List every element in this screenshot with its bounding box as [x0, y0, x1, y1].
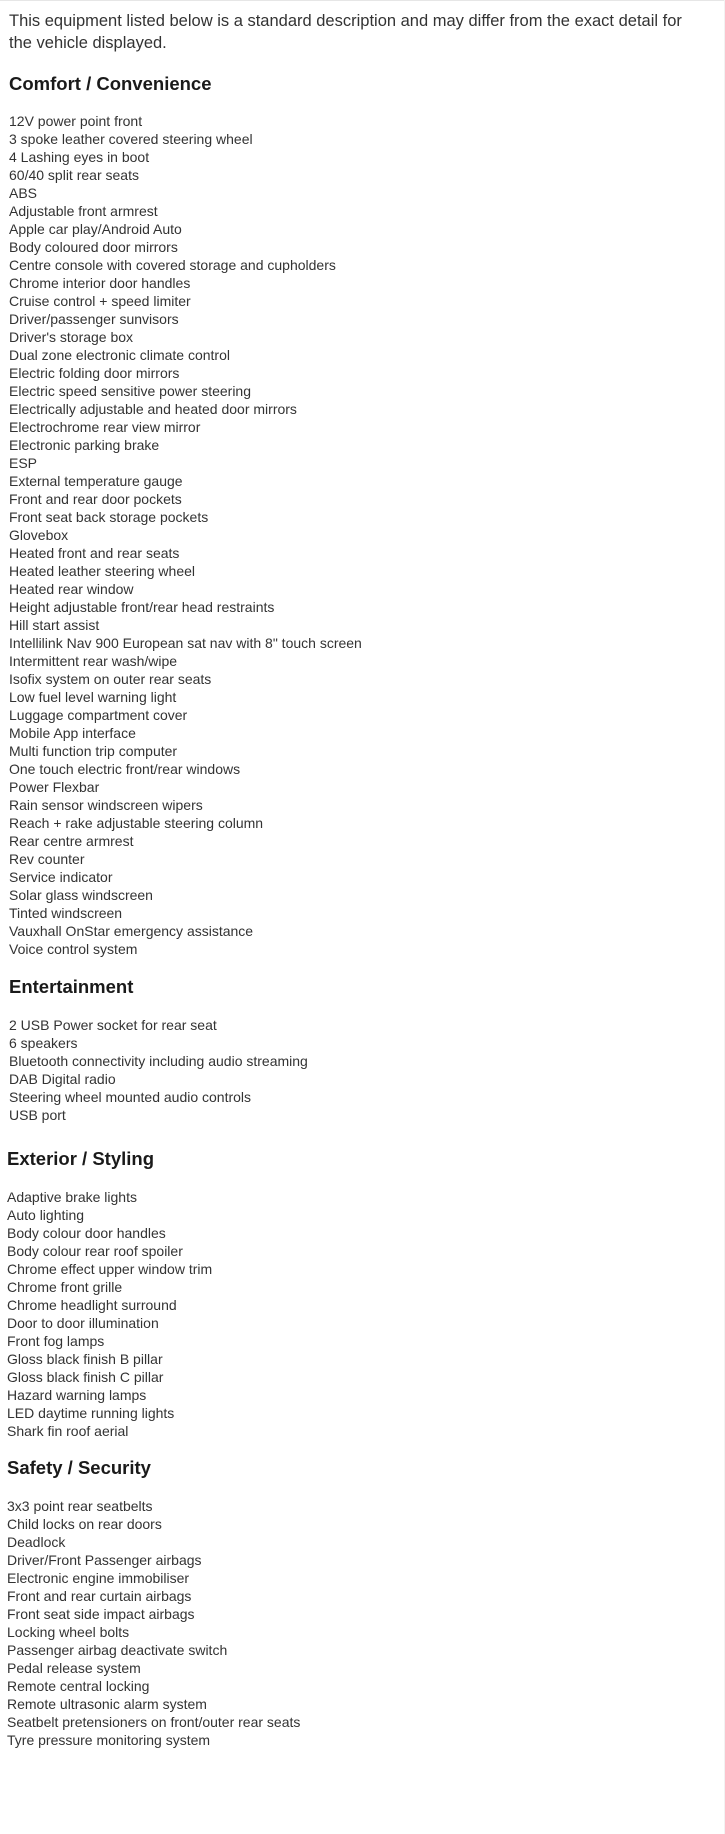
equipment-disclaimer: This equipment listed below is a standard description and may differ from the exact detail for the vehicle displayed. — [9, 12, 682, 52]
equipment-item: Heated leather steering wheel — [9, 563, 196, 579]
equipment-item: USB port — [9, 1107, 66, 1123]
equipment-item: Cruise control + speed limiter — [9, 293, 191, 309]
equipment-item: Adjustable front armrest — [9, 203, 158, 219]
equipment-item: Rain sensor windscreen wipers — [9, 797, 203, 813]
equipment-item: Mobile App interface — [9, 725, 136, 741]
equipment-item: Intellilink Nav 900 European sat nav with 8" touch screen — [9, 635, 362, 651]
equipment-item: Hill start assist — [9, 617, 100, 633]
equipment-item: Gloss black finish C pillar — [7, 1369, 164, 1385]
equipment-item: Deadlock — [7, 1534, 66, 1550]
equipment-item: Multi function trip computer — [9, 743, 178, 759]
equipment-item: Electric folding door mirrors — [9, 365, 180, 381]
equipment-item: Adaptive brake lights — [7, 1189, 137, 1205]
equipment-item: Auto lighting — [7, 1207, 85, 1223]
equipment-item: Remote central locking — [7, 1678, 150, 1694]
equipment-item: Child locks on rear doors — [7, 1516, 162, 1532]
equipment-item: Body colour rear roof spoiler — [7, 1243, 183, 1259]
equipment-item: Low fuel level warning light — [9, 689, 177, 705]
equipment-item: 4 Lashing eyes in boot — [9, 149, 150, 165]
equipment-item: Front seat side impact airbags — [7, 1606, 195, 1622]
equipment-item: Centre console with covered storage and cupholders — [9, 257, 336, 273]
equipment-item: Driver/passenger sunvisors — [9, 311, 179, 327]
section-heading: Safety / Security — [7, 1457, 151, 1478]
equipment-item: Service indicator — [9, 869, 113, 885]
equipment-item: Electronic engine immobiliser — [7, 1570, 190, 1586]
equipment-list — [7, 1497, 300, 1749]
equipment-item: Seatbelt pretensioners on front/outer rear seats — [7, 1714, 301, 1730]
equipment-item: Chrome headlight surround — [7, 1297, 177, 1313]
equipment-item: Voice control system — [9, 941, 138, 957]
equipment-item: 3x3 point rear seatbelts — [7, 1498, 153, 1514]
section-heading: Comfort / Convenience — [9, 73, 212, 94]
equipment-item: Luggage compartment cover — [9, 707, 188, 723]
equipment-item: Tinted windscreen — [9, 905, 123, 921]
equipment-item: Front seat back storage pockets — [9, 509, 209, 525]
equipment-item: Height adjustable front/rear head restraints — [9, 599, 275, 615]
equipment-item: Vauxhall OnStar emergency assistance — [9, 923, 254, 939]
equipment-item: Shark fin roof aerial — [7, 1423, 129, 1439]
equipment-item: Rev counter — [9, 851, 85, 867]
equipment-item: Locking wheel bolts — [7, 1624, 130, 1640]
equipment-item: Bluetooth connectivity including audio streaming — [9, 1053, 308, 1069]
equipment-item: Pedal release system — [7, 1660, 141, 1676]
equipment-item: Glovebox — [9, 527, 69, 543]
equipment-item: Gloss black finish B pillar — [7, 1351, 163, 1367]
section-comfort-convenience — [9, 73, 362, 957]
equipment-list — [9, 112, 362, 958]
equipment-item: Front and rear curtain airbags — [7, 1588, 192, 1604]
equipment-item: Intermittent rear wash/wipe — [9, 653, 178, 669]
section-exterior-styling — [7, 1148, 213, 1439]
equipment-item: Heated front and rear seats — [9, 545, 180, 561]
equipment-item: Front fog lamps — [7, 1333, 105, 1349]
equipment-item: Driver's storage box — [9, 329, 134, 345]
equipment-item: Remote ultrasonic alarm system — [7, 1696, 207, 1712]
equipment-item: Dual zone electronic climate control — [9, 347, 230, 363]
equipment-item: ABS — [9, 185, 38, 201]
equipment-item: Power Flexbar — [9, 779, 100, 795]
equipment-item: Tyre pressure monitoring system — [7, 1732, 211, 1748]
equipment-item: Solar glass windscreen — [9, 887, 153, 903]
equipment-item: Electronic parking brake — [9, 437, 160, 453]
equipment-item: LED daytime running lights — [7, 1405, 175, 1421]
equipment-item: Front and rear door pockets — [9, 491, 182, 507]
equipment-item: Electric speed sensitive power steering — [9, 383, 252, 399]
equipment-item: Body colour door handles — [7, 1225, 166, 1241]
equipment-item: Hazard warning lamps — [7, 1387, 147, 1403]
equipment-item: 12V power point front — [9, 113, 143, 129]
equipment-item: Apple car play/Android Auto — [9, 221, 182, 237]
equipment-item: DAB Digital radio — [9, 1071, 116, 1087]
equipment-item: Heated rear window — [9, 581, 134, 597]
equipment-item: Rear centre armrest — [9, 833, 134, 849]
equipment-item: One touch electric front/rear windows — [9, 761, 241, 777]
equipment-item: 60/40 split rear seats — [9, 167, 139, 183]
equipment-item: Steering wheel mounted audio controls — [9, 1089, 252, 1105]
equipment-item: Body coloured door mirrors — [9, 239, 178, 255]
equipment-item: Chrome effect upper window trim — [7, 1261, 213, 1277]
equipment-list — [9, 1016, 308, 1124]
equipment-item: Isofix system on outer rear seats — [9, 671, 212, 687]
section-heading: Entertainment — [9, 976, 134, 997]
equipment-item: Reach + rake adjustable steering column — [9, 815, 264, 831]
section-safety-security — [7, 1457, 301, 1748]
section-entertainment — [9, 976, 308, 1123]
equipment-item: Door to door illumination — [7, 1315, 159, 1331]
equipment-item: Chrome front grille — [7, 1279, 123, 1295]
equipment-item: 2 USB Power socket for rear seat — [9, 1017, 217, 1033]
section-heading: Exterior / Styling — [7, 1148, 155, 1169]
equipment-item: Electrochrome rear view mirror — [9, 419, 201, 435]
equipment-item: 6 speakers — [9, 1035, 78, 1051]
equipment-item: 3 spoke leather covered steering wheel — [9, 131, 253, 147]
equipment-item: Passenger airbag deactivate switch — [7, 1642, 228, 1658]
equipment-list — [7, 1188, 212, 1440]
equipment-item: External temperature gauge — [9, 473, 183, 489]
equipment-item: Electrically adjustable and heated door mirrors — [9, 401, 297, 417]
equipment-item: ESP — [9, 455, 38, 471]
equipment-item: Driver/Front Passenger airbags — [7, 1552, 202, 1568]
top-divider — [0, 0, 725, 1]
equipment-item: Chrome interior door handles — [9, 275, 191, 291]
